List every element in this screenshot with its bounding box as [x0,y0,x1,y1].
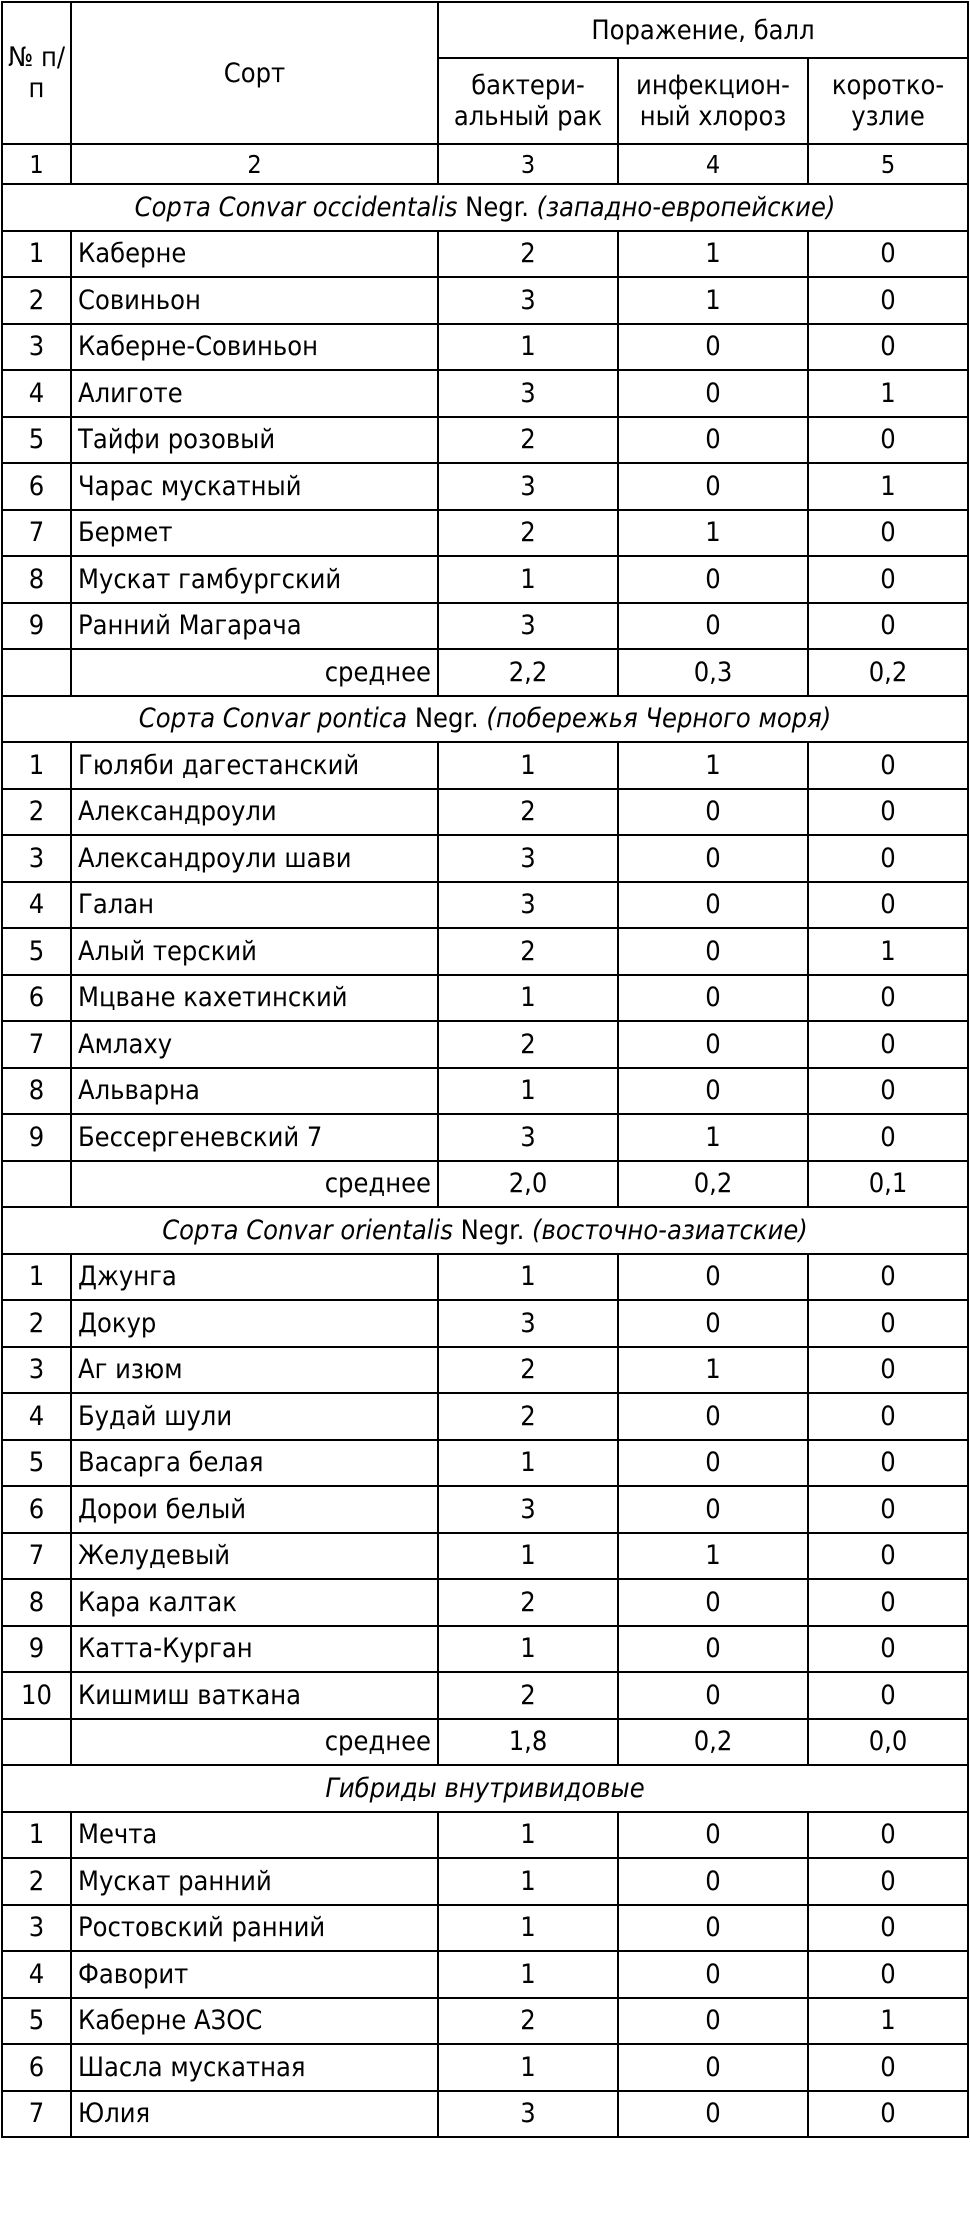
chlorosis-score: 0 [618,1905,808,1952]
row-number: 3 [2,1905,71,1952]
bacterial-score: 1 [438,556,618,603]
table-row [2,1393,968,1440]
shortnode-score: 0 [808,1300,968,1347]
shortnode-score: 0 [808,1533,968,1580]
variety-name: Ростовский ранний [71,1905,438,1952]
bacterial-score: 2 [438,417,618,464]
shortnode-score: 0 [808,277,968,324]
chlorosis-score: 0 [618,835,808,882]
average-chlorosis: 0,2 [618,1161,808,1208]
bacterial-score: 3 [438,2091,618,2138]
variety-name: Ранний Магарача [71,603,438,650]
variety-name: Бермет [71,510,438,557]
row-number: 4 [2,1951,71,1998]
chlorosis-score: 0 [618,2044,808,2091]
bacterial-score: 3 [438,277,618,324]
row-number: 8 [2,1579,71,1626]
group-title-prefix: Сорта Convar [134,191,313,223]
variety-name: Мцване кахетинский [71,975,438,1022]
grape-disease-table [1,1,969,2138]
group-header-row [2,184,968,231]
row-number: 5 [2,928,71,975]
variety-name: Желудевый [71,1533,438,1580]
bacterial-score: 2 [438,1393,618,1440]
bacterial-score: 2 [438,1347,618,1394]
shortnode-score: 0 [808,556,968,603]
table-row [2,975,968,1022]
average-chlorosis: 0,3 [618,649,808,696]
group-title-author: Negr. [452,1214,525,1246]
group-title-author: Negr. [457,191,529,223]
table-row [2,742,968,789]
bacterial-score: 3 [438,1486,618,1533]
variety-name: Мечта [71,1812,438,1859]
chlorosis-score: 0 [618,556,808,603]
variety-name: Чарас мускатный [71,463,438,510]
table-row [2,231,968,278]
row-number: 1 [2,231,71,278]
group-title-latin: orientalis [340,1214,453,1246]
bacterial-score: 1 [438,1858,618,1905]
chlorosis-score: 0 [618,1068,808,1115]
chlorosis-score: 0 [618,2091,808,2138]
table-row [2,603,968,650]
variety-name: Катта-Курган [71,1626,438,1673]
variety-name: Тайфи розовый [71,417,438,464]
chlorosis-score: 0 [618,1579,808,1626]
row-number: 7 [2,1021,71,1068]
table-row [2,417,968,464]
bacterial-score: 3 [438,603,618,650]
shortnode-score: 0 [808,1951,968,1998]
shortnode-score: 0 [808,1905,968,1952]
row-number: 1 [2,1812,71,1859]
table-row [2,2091,968,2138]
row-number: 7 [2,510,71,557]
colnum-4: 4 [618,144,808,184]
group-title-latin: pontica [316,703,408,735]
variety-name: Кишмиш ваткана [71,1672,438,1719]
group-header-row [2,696,968,743]
chlorosis-score: 1 [618,231,808,278]
row-number: 2 [2,1300,71,1347]
bacterial-score: 1 [438,2044,618,2091]
shortnode-score: 0 [808,1254,968,1301]
bacterial-score: 2 [438,231,618,278]
chlorosis-score: 0 [618,1486,808,1533]
variety-name: Каберне АЗОС [71,1998,438,2045]
group-title-author: Negr. [407,703,479,735]
header-chlorosis: инфекцион- ный хлороз [618,58,808,144]
shortnode-score: 0 [808,975,968,1022]
chlorosis-score: 1 [618,742,808,789]
bacterial-score: 2 [438,510,618,557]
colnum-5: 5 [808,144,968,184]
row-number: 2 [2,1858,71,1905]
chlorosis-score: 0 [618,1672,808,1719]
row-number: 5 [2,417,71,464]
group-header-row [2,1207,968,1254]
bacterial-score: 3 [438,370,618,417]
table-row [2,1858,968,1905]
shortnode-score: 0 [808,1347,968,1394]
table-row [2,277,968,324]
table-body [2,2,968,2137]
row-number: 5 [2,1998,71,2045]
average-label: среднее [71,1719,438,1766]
chlorosis-score: 0 [618,603,808,650]
row-number: 9 [2,1114,71,1161]
row-number: 6 [2,1486,71,1533]
table-row [2,1300,968,1347]
table-row [2,463,968,510]
colnum-3: 3 [438,144,618,184]
average-blank [2,649,71,696]
chlorosis-score: 0 [618,463,808,510]
group-title-prefix: Гибриды внутривидовые [325,1772,645,1804]
row-number: 1 [2,742,71,789]
bacterial-score: 1 [438,1533,618,1580]
bacterial-score: 1 [438,1626,618,1673]
variety-name: Александроули шави [71,835,438,882]
column-number-row [2,144,968,184]
table-row [2,1254,968,1301]
header-num-text: № п/п [7,41,66,104]
bacterial-score: 1 [438,1812,618,1859]
shortnode-score: 1 [808,370,968,417]
shortnode-score: 0 [808,510,968,557]
shortnode-score: 0 [808,1858,968,1905]
table-row [2,370,968,417]
group-header-row [2,1765,968,1812]
variety-name: Фаворит [71,1951,438,1998]
chlorosis-score: 0 [618,1254,808,1301]
shortnode-score: 0 [808,789,968,836]
row-number: 1 [2,1254,71,1301]
row-number: 6 [2,463,71,510]
row-number: 3 [2,324,71,371]
chlorosis-score: 0 [618,1626,808,1673]
header-row-top [2,2,968,58]
variety-name: Алиготе [71,370,438,417]
variety-name: Альварна [71,1068,438,1115]
table-row [2,1998,968,2045]
header-damage: Поражение, балл [438,2,968,58]
group-title-suffix: (западно-европейские) [528,191,836,223]
header-num [2,2,71,144]
chlorosis-score: 0 [618,1858,808,1905]
chlorosis-score: 0 [618,1998,808,2045]
table-row [2,835,968,882]
shortnode-score: 0 [808,742,968,789]
chlorosis-score: 0 [618,417,808,464]
chlorosis-score: 0 [618,882,808,929]
group-title-suffix: (восточно-азиатские) [524,1214,808,1246]
row-number: 6 [2,2044,71,2091]
row-number: 2 [2,789,71,836]
variety-name: Будай шули [71,1393,438,1440]
row-number: 5 [2,1440,71,1487]
variety-name: Бессергеневский 7 [71,1114,438,1161]
row-number: 4 [2,882,71,929]
table-row [2,1626,968,1673]
table-row [2,1068,968,1115]
bacterial-score: 2 [438,1579,618,1626]
shortnode-score: 0 [808,1486,968,1533]
shortnode-score: 0 [808,882,968,929]
shortnode-score: 1 [808,1998,968,2045]
row-number: 4 [2,1393,71,1440]
bacterial-score: 2 [438,1672,618,1719]
row-number: 8 [2,1068,71,1115]
row-number: 2 [2,277,71,324]
group-title-suffix: (побережья Черного моря) [478,703,832,735]
bacterial-score: 1 [438,1440,618,1487]
row-number: 7 [2,1533,71,1580]
table-row [2,1440,968,1487]
table-row [2,1486,968,1533]
bacterial-score: 3 [438,1114,618,1161]
bacterial-score: 2 [438,928,618,975]
table-row [2,556,968,603]
header-sort: Сорт [71,2,438,144]
variety-name: Галан [71,882,438,929]
table-row [2,1347,968,1394]
bacterial-score: 3 [438,463,618,510]
variety-name: Александроули [71,789,438,836]
group-title [2,696,968,743]
shortnode-score: 0 [808,1672,968,1719]
bacterial-score: 2 [438,1998,618,2045]
table-row [2,1579,968,1626]
shortnode-score: 0 [808,1021,968,1068]
average-shortnode: 0,0 [808,1719,968,1766]
variety-name: Совиньон [71,277,438,324]
shortnode-score: 0 [808,603,968,650]
bacterial-score: 1 [438,975,618,1022]
chlorosis-score: 0 [618,789,808,836]
bacterial-score: 1 [438,742,618,789]
row-number: 8 [2,556,71,603]
group-title [2,1765,968,1812]
shortnode-score: 0 [808,2091,968,2138]
row-number: 3 [2,1347,71,1394]
colnum-2: 2 [71,144,438,184]
variety-name: Амлаху [71,1021,438,1068]
shortnode-score: 0 [808,1579,968,1626]
variety-name: Мускат ранний [71,1858,438,1905]
variety-name: Шасла мускатная [71,2044,438,2091]
row-number: 7 [2,2091,71,2138]
average-row [2,649,968,696]
bacterial-score: 1 [438,1951,618,1998]
variety-name: Алый терский [71,928,438,975]
shortnode-score: 0 [808,1626,968,1673]
shortnode-score: 0 [808,835,968,882]
variety-name: Каберне [71,231,438,278]
bacterial-score: 2 [438,789,618,836]
table-row [2,324,968,371]
shortnode-score: 0 [808,417,968,464]
shortnode-score: 0 [808,1440,968,1487]
row-number: 6 [2,975,71,1022]
row-number: 9 [2,603,71,650]
table-row [2,1905,968,1952]
shortnode-score: 1 [808,928,968,975]
bacterial-score: 1 [438,324,618,371]
group-title-latin: occidentalis [312,191,458,223]
chlorosis-score: 0 [618,975,808,1022]
colnum-1: 1 [2,144,71,184]
row-number: 3 [2,835,71,882]
row-number: 10 [2,1672,71,1719]
variety-name: Докур [71,1300,438,1347]
shortnode-score: 0 [808,1114,968,1161]
table-row [2,1672,968,1719]
shortnode-score: 0 [808,324,968,371]
row-number: 4 [2,370,71,417]
chlorosis-score: 0 [618,928,808,975]
average-label: среднее [71,649,438,696]
group-title [2,184,968,231]
variety-name: Васарга белая [71,1440,438,1487]
table-row [2,928,968,975]
variety-name: Аг изюм [71,1347,438,1394]
row-number: 9 [2,1626,71,1673]
variety-name: Каберне-Совиньон [71,324,438,371]
table-row [2,1114,968,1161]
average-row [2,1161,968,1208]
bacterial-score: 1 [438,1905,618,1952]
chlorosis-score: 1 [618,1533,808,1580]
chlorosis-score: 0 [618,324,808,371]
chlorosis-score: 0 [618,370,808,417]
bacterial-score: 3 [438,835,618,882]
chlorosis-score: 0 [618,1393,808,1440]
group-title [2,1207,968,1254]
chlorosis-score: 0 [618,1812,808,1859]
table-row [2,1533,968,1580]
chlorosis-score: 0 [618,1021,808,1068]
variety-name: Юлия [71,2091,438,2138]
average-chlorosis: 0,2 [618,1719,808,1766]
chlorosis-score: 1 [618,1347,808,1394]
chlorosis-score: 1 [618,1114,808,1161]
shortnode-score: 0 [808,231,968,278]
shortnode-score: 0 [808,1393,968,1440]
average-label: среднее [71,1161,438,1208]
chlorosis-score: 0 [618,1951,808,1998]
chlorosis-score: 1 [618,277,808,324]
table-row [2,882,968,929]
shortnode-score: 1 [808,463,968,510]
average-bacterial: 2,0 [438,1161,618,1208]
average-bacterial: 1,8 [438,1719,618,1766]
variety-name: Гюляби дагестанский [71,742,438,789]
bacterial-score: 3 [438,1300,618,1347]
variety-name: Джунга [71,1254,438,1301]
shortnode-score: 0 [808,2044,968,2091]
average-row [2,1719,968,1766]
table-row [2,1812,968,1859]
average-blank [2,1719,71,1766]
bacterial-score: 1 [438,1068,618,1115]
table-row [2,789,968,836]
average-blank [2,1161,71,1208]
bacterial-score: 3 [438,882,618,929]
chlorosis-score: 0 [618,1440,808,1487]
table-row [2,1951,968,1998]
table-row [2,2044,968,2091]
shortnode-score: 0 [808,1068,968,1115]
average-shortnode: 0,1 [808,1161,968,1208]
header-bacterial: бактери- альный рак [438,58,618,144]
table-row [2,510,968,557]
header-shortnode: коротко- узлие [808,58,968,144]
average-bacterial: 2,2 [438,649,618,696]
chlorosis-score: 0 [618,1300,808,1347]
variety-name: Мускат гамбургский [71,556,438,603]
variety-name: Кара калтак [71,1579,438,1626]
average-shortnode: 0,2 [808,649,968,696]
group-title-prefix: Сорта Convar [162,1214,341,1246]
variety-name: Дорои белый [71,1486,438,1533]
bacterial-score: 1 [438,1254,618,1301]
group-title-prefix: Сорта Convar [138,703,317,735]
chlorosis-score: 1 [618,510,808,557]
bacterial-score: 2 [438,1021,618,1068]
shortnode-score: 0 [808,1812,968,1859]
table-row [2,1021,968,1068]
